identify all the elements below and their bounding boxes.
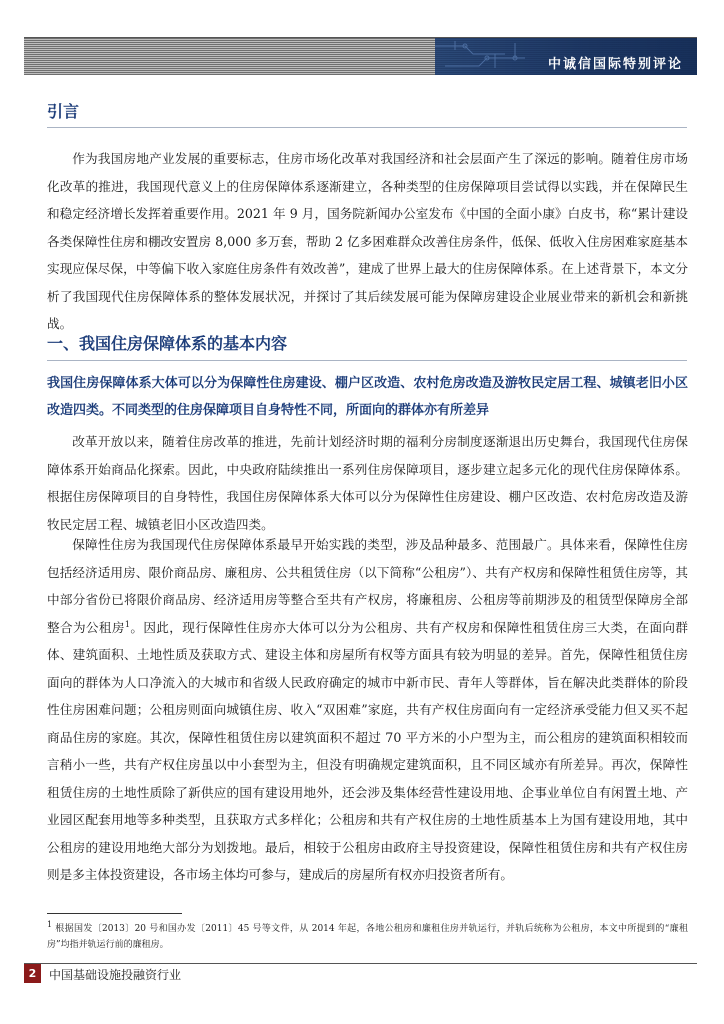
paragraph-2-text-b: 。因此，现行保障性住房亦大体可以分为公租房、共有产权房和保障性租赁住房三大类，在面向群体、建筑面积、土地性质及获取方式、建设主体和房屋所有权等方面具有较为明显的差异。首先，保障性租赁住房面向的群体为人口净流入的大城市和省级人民政府确定的城市中新市民、青年人等群体，旨在解决此类群体的阶段性住房困难问题；公租房则面向城镇住房、收入“双困难”家庭，共有产权住房面向有一定经济承受能力但又买不起商品住房的家庭。其次，保障性租赁住房以建筑面积不超过 70 平方米的小户型为主，而公租房的建筑面积相较而言稍小一些，共有产权住房虽以中小套型为主，但没有明确规定建筑面积，且不同区域亦有所差异。再次，保障性租赁住房的土地性质除了新供应的国有建设用地外，还会涉及集体经营性建设用地、企事业单位自有闲置土地、产业园区配套用地等多种类型，且获取方式多样化；公租房和共有产权住房的土地性质基本上为国有建设用地，其中公租房的建设用地绝大部分为划拨地。最后，相较于公租房由政府主导投资建设，保障性租赁住房和共有产权住房则是多主体投资建设，各市场主体均可参与，建成后的房屋所有权亦归投资者所有。 (47, 619, 689, 882)
header-title-block (435, 38, 697, 75)
intro-heading: 引言 (47, 102, 80, 121)
footnote (47, 921, 688, 953)
footnote-separator (47, 913, 182, 914)
footnote-text: 根据国发〔2013〕20 号和国办发〔2011〕45 号等文件，从 2014 年起，各地公租房和廉租住房并轨运行，并轨后统称为公租房，本文中所提到的“廉租房”均指并轨运行前的廉租房。 (47, 924, 688, 950)
report-series-title: 中诚信国际特别评论 (547, 57, 683, 72)
section1-paragraph-2 (47, 531, 688, 889)
header-band (24, 37, 697, 75)
page-number: 2 (24, 964, 41, 983)
section1-heading: 一、我国住房保障体系的基本内容 (47, 334, 288, 353)
circuit-pattern-icon (435, 38, 555, 75)
section1-heading-rule (47, 360, 687, 361)
section1-summary: 我国住房保障体系大体可以分为保障性住房建设、棚户区改造、农村危房改造及游牧民定居工程、城镇老旧小区改造四类。不同类型的住房保障项目自身特性不同，所面向的群体亦有所差异 (47, 376, 688, 418)
footer-title: 中国基础设施投融资行业 (49, 968, 182, 982)
footer-rule (24, 963, 697, 964)
intro-heading-rule (47, 127, 687, 128)
paragraph-2-text-a: 保障性住房为我国现代住房保障体系最早开始实践的类型，涉及品种最多、范围最广。具体来看，保障性住房包括经济适用房、限价商品房、廉租房、公共租赁住房（以下简称“公租房”）、共有产权房和保障性租赁住房等，其中部分省份已将限价商品房、经济适用房等整合至共有产权房，将廉租房、公租房等前期涉及的租赁型保障房全部整合为公租房 (47, 537, 688, 635)
section1-paragraph-1: 改革开放以来，随着住房改革的推进，先前计划经济时期的福利分房制度逐渐退出历史舞台，我国现代住房保障体系开始商品化探索。因此，中央政府陆续推出一系列住房保障项目，逐步建立起多元化的现代住房保障体系。根据住房保障项目的自身特性，我国住房保障体系大体可以分为保障性住房建设、棚户区改造、农村危房改造及游牧民定居工程、城镇老旧小区改造四类。 (47, 434, 688, 532)
footnote-reference[interactable]: 1 (124, 619, 130, 629)
footnote-mark: 1 (47, 920, 53, 929)
intro-paragraph: 作为我国房地产业发展的重要标志，住房市场化改革对我国经济和社会层面产生了深远的影响。随着住房市场化改革的推进，我国现代意义上的住房保障体系逐渐建立，各种类型的住房保障项目尝试得以实践，并在保障民生和稳定经济增长发挥着重要作用。2021 年 9 月，国务院新闻办公室发布《中国的全面小康》白皮书，称“累计建设各类保障性住房和棚改安置房 8,000 多万套，帮助 2 亿多困难群众改善住房条件，低保、低收入住房困难家庭基本实现应保尽保，中等偏下收入家庭住房条件有效改善”，建成了世界上最大的住房保障体系。在上述背景下，本文分析了我国现代住房保障体系的整体发展状况，并探讨了其后续发展可能为保障房建设企业展业带来的新机会和新挑战。 (47, 151, 688, 331)
